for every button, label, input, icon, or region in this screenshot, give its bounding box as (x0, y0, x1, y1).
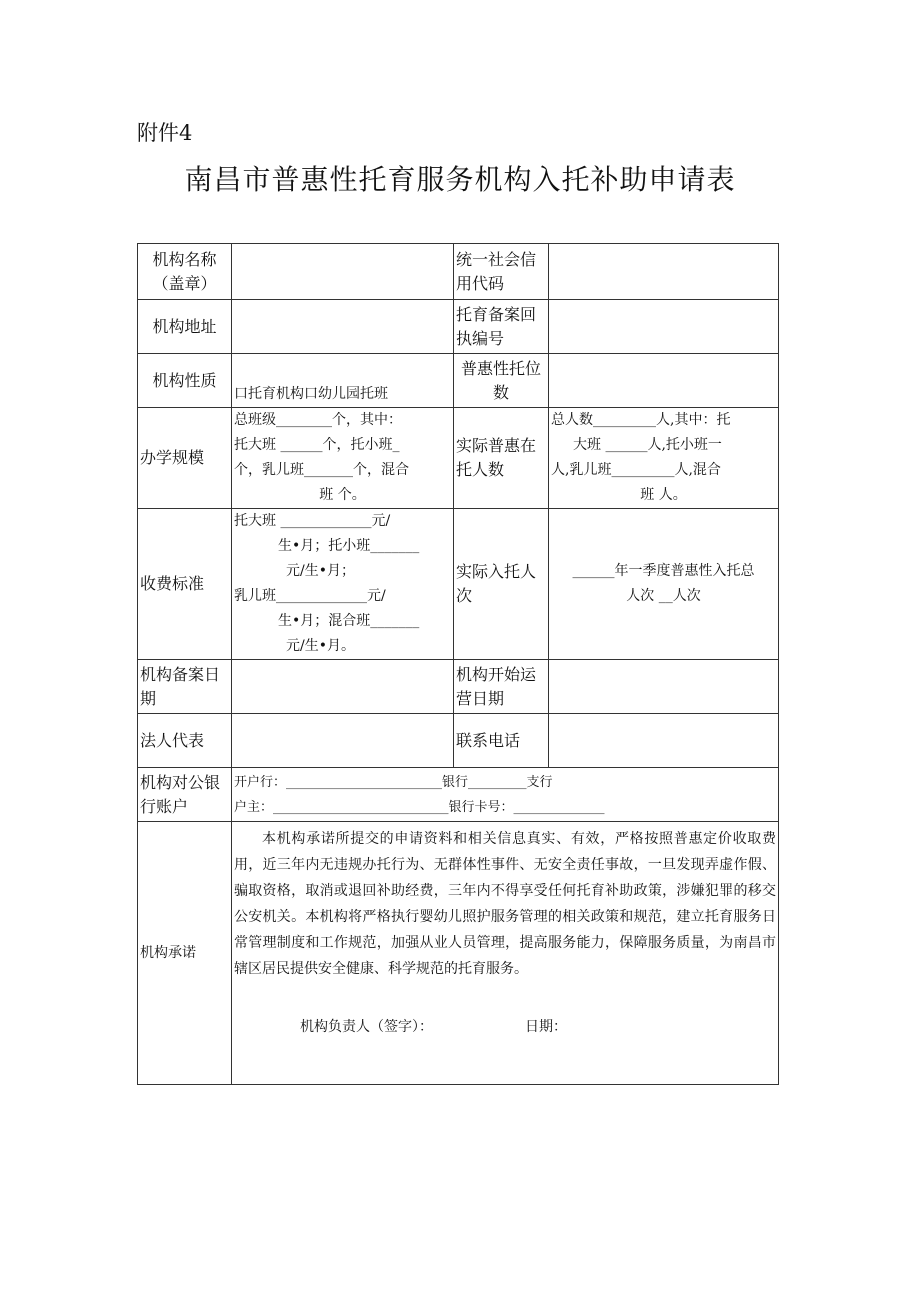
label-operation-start-date: 机构开始运营日期 (454, 660, 549, 714)
pledge-text: 本机构承诺所提交的申请资料和相关信息真实、有效，严格按照普惠定价收取费用，近三年内无违规办托行为、无群体性事件、无安全责任事故，一旦发现弄虚作假、骗取资格，取消或退回补助经费，三年内不得享受任何托育补助政策，涉嫌犯罪的移交公安机关。本机构将严格执行婴幼儿照护服务管理的相关政策和规范，建立托育服务日常管理制度和工作规范，加强从业人员管理，提高服务能力，保障服务质量，为南昌市辖区居民提供安全健康、科学规范的托育服务。 (234, 831, 776, 977)
field-org-name[interactable] (232, 244, 454, 300)
label-bank-account: 机构对公银行账户 (138, 768, 232, 822)
field-fee-standard[interactable] (232, 509, 454, 660)
signature-line (234, 1016, 776, 1036)
bank-line-holder: 户主：___________________________银行卡号：______________ (234, 799, 605, 815)
enrolled-line: 班 人。 (640, 487, 687, 503)
row-address (138, 300, 779, 354)
times-line: ______年一季度普惠性入托总 (572, 563, 755, 579)
field-bank-account[interactable] (232, 768, 779, 822)
label-record-date: 机构备案日期 (138, 660, 232, 714)
row-org-name (138, 244, 779, 300)
label-credit-code: 统一社会信用代码 (454, 244, 549, 300)
scale-line: 总班级________个，其中： (234, 412, 402, 428)
field-pledge (232, 822, 779, 1085)
label-org-name: 机构名称（盖章） (138, 244, 232, 300)
fee-line: 元/生•月； (286, 563, 355, 579)
enrolled-line: 总人数_________人,其中：托 (551, 412, 731, 428)
field-org-nature[interactable]: 口托育机构口幼儿园托班 (232, 354, 454, 408)
fee-line: 乳儿班_____________元/ (234, 588, 386, 604)
enrolled-line: 人,乳儿班_________人,混合 (551, 462, 721, 478)
label-fee-standard: 收费标准 (138, 509, 232, 660)
date-label: 日期： (525, 1019, 567, 1035)
label-contact-phone: 联系电话 (454, 714, 549, 768)
label-school-scale: 办学规模 (138, 408, 232, 509)
label-actual-enrollment-times: 实际入托人次 (454, 509, 549, 660)
scale-line: 托大班 ______个，托小班_ (234, 437, 400, 453)
field-actual-inclusive-enrolled[interactable] (549, 408, 779, 509)
signer-label: 机构负责人（签字）： (300, 1019, 433, 1035)
fee-line: 托大班 _____________元/ (234, 513, 391, 529)
scale-line: 班 个。 (319, 487, 366, 503)
scale-line: 个，乳儿班_______个，混合 (234, 462, 409, 478)
label-org-address: 机构地址 (138, 300, 232, 354)
label-record-receipt-no: 托育备案回执编号 (454, 300, 549, 354)
row-pledge (138, 822, 779, 1085)
fee-line: 元/生•月。 (286, 638, 355, 654)
field-record-receipt-no[interactable] (549, 300, 779, 354)
enrolled-line: 大班 ______人,托小班一 (573, 437, 722, 453)
field-contact-phone[interactable] (549, 714, 779, 768)
times-line: 人次 __人次 (626, 588, 701, 604)
form-title: 南昌市普惠性托育服务机构入托补助申请表 (184, 163, 736, 196)
row-fee (138, 509, 779, 660)
row-scale (138, 408, 779, 509)
field-school-scale[interactable] (232, 408, 454, 509)
field-org-address[interactable] (232, 300, 454, 354)
field-record-date[interactable] (232, 660, 454, 714)
row-record-date (138, 660, 779, 714)
fee-line: 生•月；托小班_______ (278, 538, 420, 554)
label-org-nature: 机构性质 (138, 354, 232, 408)
row-nature (138, 354, 779, 408)
bank-line-branch: 开户行：________________________银行_________支行 (234, 774, 553, 790)
field-actual-enrollment-times[interactable] (549, 509, 779, 660)
field-inclusive-slots[interactable] (549, 354, 779, 408)
field-legal-representative[interactable] (232, 714, 454, 768)
label-inclusive-slots: 普惠性托位数 (454, 354, 549, 408)
fee-line: 生•月；混合班_______ (278, 613, 420, 629)
label-legal-representative: 法人代表 (138, 714, 232, 768)
row-legal (138, 714, 779, 768)
label-pledge: 机构承诺 (138, 822, 232, 1085)
label-actual-inclusive-enrolled: 实际普惠在托人数 (454, 408, 549, 509)
attachment-number: 附件4 (137, 121, 193, 145)
field-operation-start-date[interactable] (549, 660, 779, 714)
field-credit-code[interactable] (549, 244, 779, 300)
application-form-table (137, 243, 779, 1085)
row-bank (138, 768, 779, 822)
